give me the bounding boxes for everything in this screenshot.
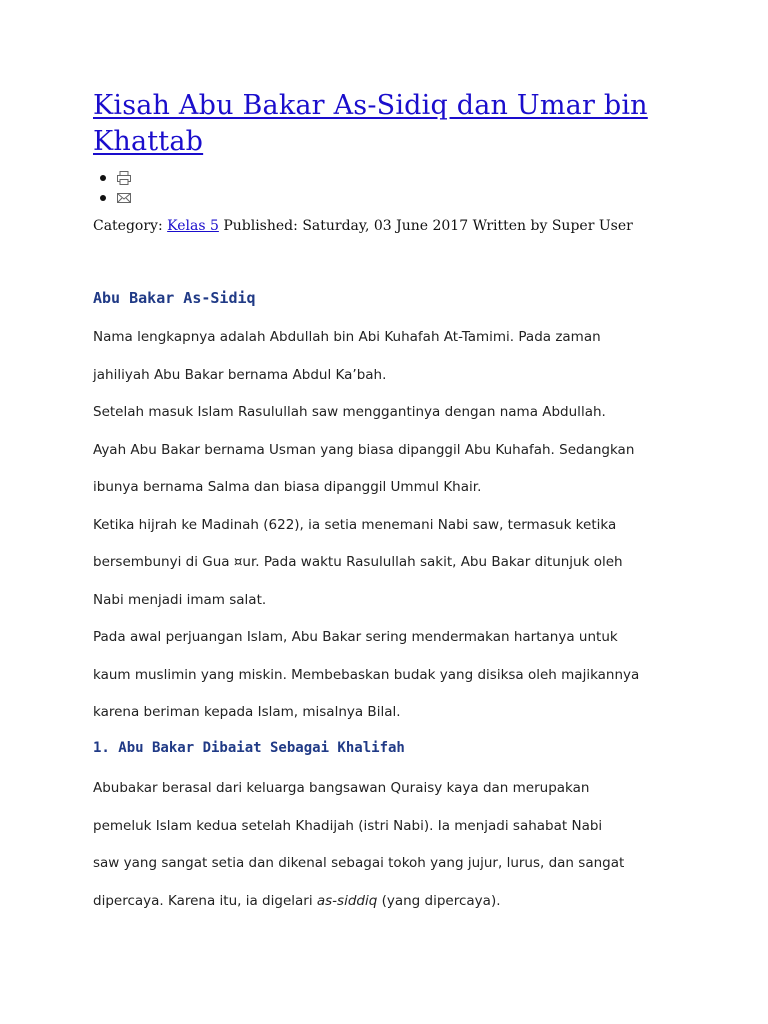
published-date: Saturday, 03 June 2017	[302, 218, 469, 234]
paragraph-line: jahiliyah Abu Bakar bernama Abdul Ka’bah.	[93, 366, 387, 383]
published-label: Published:	[223, 218, 298, 234]
paragraph-line-last	[93, 883, 693, 921]
subsection-heading: 1. Abu Bakar Dibaiat Sebagai Khalifah	[93, 740, 405, 756]
bullet	[100, 175, 106, 181]
print-action[interactable]	[100, 168, 132, 188]
category-link[interactable]: Kelas 5	[167, 218, 219, 234]
paragraph-line: Pada awal perjuangan Islam, Abu Bakar sering mendermakan hartanya untuk	[93, 629, 618, 645]
paragraph-line: Setelah masuk Islam Rasulullah saw menggantinya dengan nama Abdullah.	[93, 404, 606, 420]
print-icon[interactable]	[116, 170, 132, 186]
paragraph-line: ibunya bernama Salma dan biasa dipanggil Ummul Khair.	[93, 479, 482, 495]
category-label: Category:	[93, 218, 163, 234]
text-after: (yang dipercaya).	[377, 892, 501, 909]
text-before: dipercaya. Karena itu, ia digelari	[93, 892, 317, 909]
section-heading: Abu Bakar As-Sidiq	[93, 289, 256, 307]
article-title[interactable]: Kisah Abu Bakar As-Sidiq dan Umar bin Khattab	[93, 90, 648, 157]
paragraph-line: Ketika hijrah ke Madinah (622), ia setia menemani Nabi saw, termasuk ketika	[93, 516, 617, 533]
paragraph-line: bersembunyi di Gua ¤ur. Pada waktu Rasulullah sakit, Abu Bakar ditunjuk oleh	[93, 554, 623, 570]
email-action[interactable]	[100, 188, 132, 208]
paragraph-line: kaum muslimin yang miskin. Membebaskan budak yang disiksa oleh majikannya	[93, 666, 640, 683]
paragraph-line: saw yang sangat setia dan dikenal sebagai tokoh yang jujur, lurus, dan sangat	[93, 855, 625, 871]
paragraph-line: pemeluk Islam kedua setelah Khadijah (istri Nabi). Ia menjadi sahabat Nabi	[93, 817, 603, 834]
article-actions	[100, 168, 132, 208]
section2-body	[93, 770, 693, 920]
paragraph-line: karena beriman kepada Islam, misalnya Bilal.	[93, 704, 401, 720]
section1-body	[93, 319, 693, 732]
paragraph-line: Ayah Abu Bakar bernama Usman yang biasa dipanggil Abu Kuhafah. Sedangkan	[93, 441, 635, 458]
email-icon[interactable]	[116, 190, 132, 206]
paragraph-line: Abubakar berasal dari keluarga bangsawan Quraisy kaya dan merupakan	[93, 780, 590, 796]
author-name: Super User	[551, 218, 633, 234]
emphasis-text: as-siddiq	[316, 892, 378, 909]
paragraph-line: Nama lengkapnya adalah Abdullah bin Abi Kuhafah At-Tamimi. Pada zaman	[93, 329, 601, 345]
written-label: Written by	[472, 218, 548, 234]
bullet	[100, 195, 106, 201]
article-meta	[93, 218, 633, 234]
paragraph-line: Nabi menjadi imam salat.	[93, 591, 267, 608]
